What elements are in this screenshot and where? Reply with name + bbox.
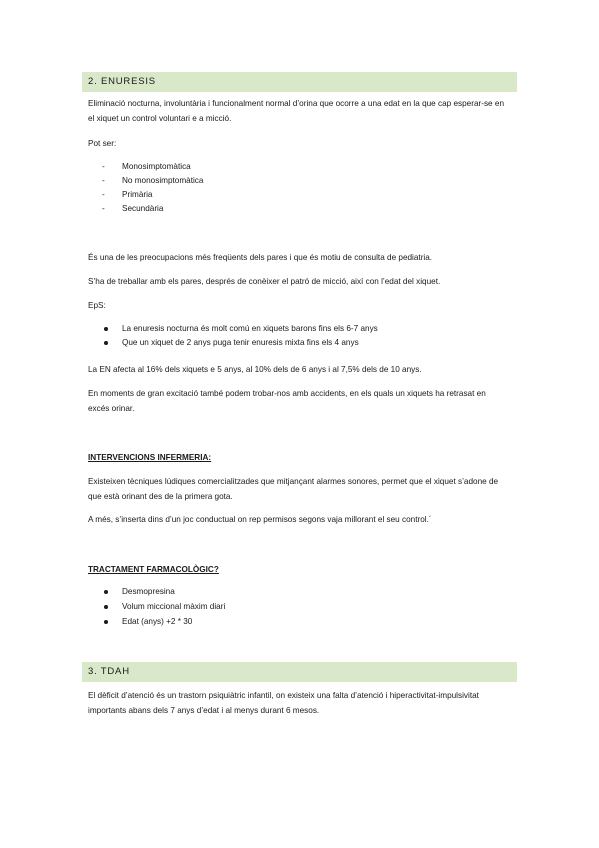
list-item-type: No monosimptomàtica [122, 176, 204, 185]
list-item-treatment: Edat (anys) +2 * 30 [122, 617, 193, 626]
interventions-heading: INTERVENCIONS INFERMERIA: [88, 453, 212, 462]
enuresis-paragraph: És una de les preocupacions més freqüents dels pares i que és motiu de consulta de pediatria. [88, 253, 433, 262]
list-item-type: Monosimptomàtica [122, 162, 191, 171]
section-heading-tdah: 3. TDAH [82, 662, 517, 682]
enuresis-paragraph: En moments de gran excitació també podem trobar-nos amb accidents, en els quals un xiquets ha retrasat en excés orinar. [88, 389, 486, 413]
bullet-icon [104, 590, 108, 594]
types-label: Pot ser: [88, 139, 117, 148]
section-heading-enuresis: 2. ENURESIS [82, 72, 517, 92]
list-dash: - [102, 190, 105, 199]
bullet-icon [104, 620, 108, 624]
bullet-icon [104, 327, 108, 331]
interventions-paragraph: Existeixen tècniques lúdiques comercialitzades que mitjançant alarmes sonores, permet que el xiquet s’adone de que està orinant des de la primera gota. [88, 477, 499, 501]
list-item-treatment: Volum miccional màxim diari [122, 602, 226, 611]
list-dash: - [102, 176, 105, 185]
list-item-type: Primària [122, 190, 153, 199]
eps-label: EpS: [88, 301, 106, 310]
list-item-eps: Que un xiquet de 2 anys puga tenir enuresis mixta fins els 4 anys [122, 338, 359, 347]
list-dash: - [102, 162, 105, 171]
list-item-treatment: Desmopresina [122, 587, 175, 596]
enuresis-definition: Eliminació nocturna, involuntària i funcionalment normal d’orina que ocorre a una edat en la que cap esperar-se en el xiquet un control voluntari e a micció. [88, 99, 504, 123]
interventions-paragraph: A més, s’inserta dins d’un joc conductual on rep permisos segons vaja millorant el seu control.´ [88, 515, 432, 524]
list-item-type: Secundària [122, 204, 164, 213]
treatment-heading: TRACTAMENT FARMACOLÒGIC? [88, 565, 219, 574]
bullet-icon [104, 605, 108, 609]
list-dash: - [102, 204, 105, 213]
tdah-definition: El dèficit d’atenció és un trastorn psiquiàtric infantil, on existeix una falta d’atenció i hiperactivitat-impulsivitat importants abans dels 7 anys d’edat i al menys durant 6 mesos. [88, 691, 479, 715]
list-item-eps: La enuresis nocturna és molt comú en xiquets barons fins els 6-7 anys [122, 324, 378, 333]
enuresis-paragraph: La EN afecta al 16% dels xiquets e 5 anys, al 10% dels de 6 anys i al 7,5% dels de 10 anys. [88, 365, 422, 374]
bullet-icon [104, 341, 108, 345]
enuresis-paragraph: S’ha de treballar amb els pares, després de conèixer el patró de micció, així con l’edat del xiquet. [88, 277, 441, 286]
